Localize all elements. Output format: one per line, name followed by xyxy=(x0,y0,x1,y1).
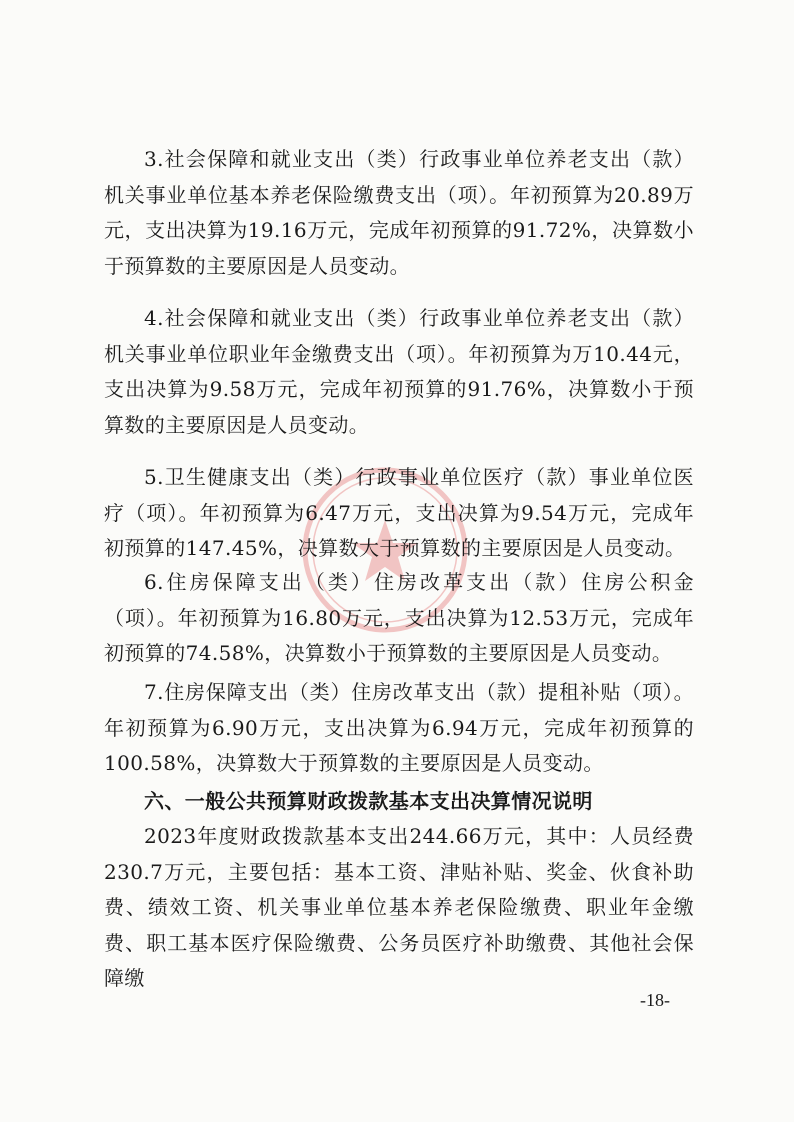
paragraph-item-7: 7.住房保障支出（类）住房改革支出（款）提租补贴（项）。年初预算为6.90万元，支出决算为6.94万元，完成年初预算的100.58%，决算数大于预算数的主要原因是人员变动。 xyxy=(104,680,694,775)
paragraph-item-3: 3.社会保障和就业支出（类）行政事业单位养老支出（款）机关事业单位基本养老保险缴费支出（项）。年初预算为20.89万元，支出决算为19.16万元，完成年初预算的91.72%，决算数小于预算数的主要原因是人员变动。 xyxy=(104,147,694,278)
paragraph-item-5: 5.卫生健康支出（类）行政事业单位医疗（款）事业单位医疗（项）。年初预算为6.47万元，支出决算为9.54万元，完成年初预算的147.45%，决算数大于预算数的主要原因是人员变动。 xyxy=(104,465,694,560)
paragraph-item-6: 6.住房保障支出（类）住房改革支出（款）住房公积金（项）。年初预算为16.80万元，支出决算为12.53万元，完成年初预算的74.58%，决算数小于预算数的主要原因是人员变动。 xyxy=(104,570,694,665)
section-heading: 六、一般公共预算财政拨款基本支出决算情况说明 xyxy=(144,789,593,813)
section-body-paragraph: 2023年度财政拨款基本支出244.66万元，其中：人员经费230.7万元，主要包括：基本工资、津贴补贴、奖金、伙食补助费、绩效工资、机关事业单位基本养老保险缴费、职业年金缴费、职工基本医疗保险缴费、公务员医疗补助缴费、其他社会保障缴 xyxy=(104,824,694,990)
paragraph-item-4: 4.社会保障和就业支出（类）行政事业单位养老支出（款）机关事业单位职业年金缴费支出（项）。年初预算为万10.44元，支出决算为9.58万元，完成年初预算的91.76%，决算数小于预算数的主要原因是人员变动。 xyxy=(104,306,694,437)
page-number: -18- xyxy=(640,990,670,1010)
